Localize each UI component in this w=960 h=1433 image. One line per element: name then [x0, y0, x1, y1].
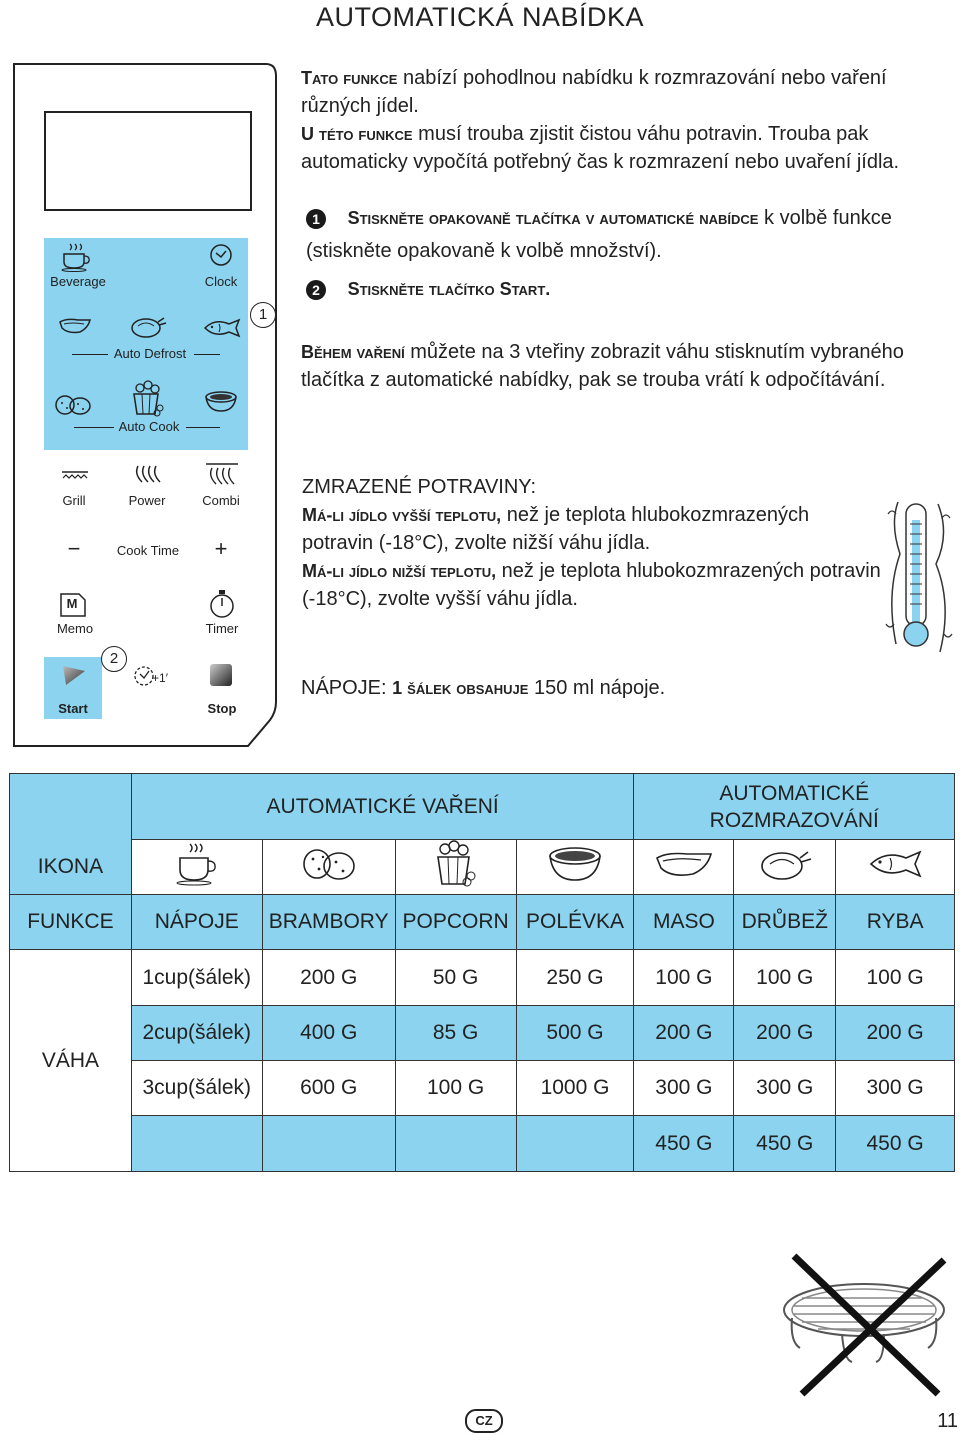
weight-cell: 85 G [395, 1006, 516, 1061]
start-triangle-icon [60, 663, 88, 687]
auto-defrost-label: Auto Defrost [113, 346, 187, 361]
fish-icon[interactable] [203, 318, 241, 338]
weight-cell: 100 G [634, 950, 734, 1006]
weight-cell: 200 G [634, 1006, 734, 1061]
minus-button[interactable]: − [67, 536, 81, 561]
callout-1: 1 [250, 302, 276, 328]
weight-cell: 450 G [634, 1116, 734, 1172]
drinks-text: NÁPOJE: 1 šálek obsahuje 150 ml nápoje. [301, 677, 666, 699]
function-cell: BRAMBORY [262, 895, 395, 950]
weight-cell: 100 G [734, 950, 836, 1006]
table-soup-bowl-icon [516, 840, 634, 895]
start-label: Start [58, 701, 88, 716]
group-auto-defrost: AUTOMATICKÉ ROZMRAZOVÁNÍ [634, 774, 955, 840]
weight-cell [131, 1116, 262, 1172]
row-label-icon: IKONA [10, 840, 132, 895]
auto-menu-table [9, 773, 955, 1172]
intro-text: Tato funkce nabízí pohodlnou nabídku k rozmrazování nebo vaření různých jídel. U této funkce musí trouba zjistit čistou váhu potravin. Trouba pak automaticky vypočítá potřebný čas k rozmrazení nebo uvaření jídla. [301, 67, 900, 173]
function-cell: POLÉVKA [516, 895, 634, 950]
page-number: 11 [937, 1410, 958, 1432]
meat-icon[interactable] [58, 316, 92, 336]
step-2: 2 Stiskněte tlačítko Start. [306, 275, 956, 303]
weight-cell: 300 G [734, 1061, 836, 1116]
memo-label: Memo [56, 621, 94, 636]
function-cell: RYBA [836, 895, 955, 950]
memo-letter: M [66, 596, 78, 611]
plus-one-label: +1′ [152, 671, 168, 685]
callout-2: 2 [101, 646, 127, 672]
clock-label: Clock [204, 274, 238, 289]
weight-cell: 1cup(šálek) [131, 950, 262, 1006]
weight-cell: 1000 G [516, 1061, 634, 1116]
table-potatoes-icon [262, 840, 395, 895]
weight-cell [262, 1116, 395, 1172]
soup-bowl-icon[interactable] [204, 389, 238, 415]
function-cell: DRŮBEŽ [734, 895, 836, 950]
auto-cook-divider-left [74, 427, 114, 428]
weight-cell: 450 G [836, 1116, 955, 1172]
poultry-icon[interactable] [128, 312, 168, 340]
weight-cell [516, 1116, 634, 1172]
weight-cell: 200 G [734, 1006, 836, 1061]
page-title: AUTOMATICKÁ NABÍDKA [315, 2, 645, 32]
grill-label: Grill [62, 493, 86, 508]
weight-cell: 2cup(šálek) [131, 1006, 262, 1061]
function-cell: POPCORN [395, 895, 516, 950]
stop-label: Stop [207, 701, 237, 716]
popcorn-icon[interactable] [130, 380, 166, 418]
weight-cell: 300 G [634, 1061, 734, 1116]
auto-defrost-divider-right [194, 354, 220, 355]
table-fish-icon [836, 840, 955, 895]
timer-icon[interactable] [208, 588, 236, 620]
weight-cell: 500 G [516, 1006, 634, 1061]
during-cooking-text: Během vaření můžete na 3 vteřiny zobrazit váhu stisknutím vybraného tlačítka z automatické nabídky, pak se trouba vrátí k odpočítávání. [301, 341, 904, 391]
table-poultry-icon [734, 840, 836, 895]
weight-cell: 3cup(šálek) [131, 1061, 262, 1116]
beverage-cup-icon[interactable] [60, 242, 92, 272]
combi-icon[interactable] [204, 460, 240, 488]
thermometer-icon [880, 494, 956, 660]
group-auto-cook: AUTOMATICKÉ VAŘENÍ [131, 774, 634, 840]
power-label: Power [128, 493, 166, 508]
weight-cell: 100 G [836, 950, 955, 1006]
plus-button[interactable]: + [214, 536, 228, 561]
function-cell: MASO [634, 895, 734, 950]
weight-cell: 200 G [836, 1006, 955, 1061]
grill-icon[interactable] [60, 468, 90, 484]
display-window [44, 111, 252, 211]
beverage-label: Beverage [50, 274, 106, 289]
timer-label: Timer [205, 621, 239, 636]
weight-cell [395, 1116, 516, 1172]
row-label-weight: VÁHA [10, 950, 132, 1172]
power-icon[interactable] [130, 462, 164, 486]
frozen-food-text: ZMRAZENÉ POTRAVINY: Má-li jídlo vyšší teplotu, než je teplota hlubokozmrazených potravin (-18°C), zvolte nižší váhu jídla. Má-li jídlo nižší teplotu, než je teplota hlubokozmrazených potravin (-18°C), zvolte vyšší váhu jídla. [302, 476, 881, 610]
row-label-function: FUNKCE [10, 895, 132, 950]
step-1: 1 Stiskněte opakovaně tlačítka v automatické nabídce k volbě funkce (stiskněte opakovaně k volbě množství). [306, 207, 892, 262]
auto-defrost-divider-left [72, 354, 108, 355]
weight-cell: 450 G [734, 1116, 836, 1172]
stop-square-icon[interactable] [208, 662, 234, 688]
weight-cell: 400 G [262, 1006, 395, 1061]
weight-cell: 250 G [516, 950, 634, 1006]
weight-cell: 300 G [836, 1061, 955, 1116]
cook-time-label: Cook Time [116, 543, 180, 558]
table-meat-icon [634, 840, 734, 895]
auto-cook-label: Auto Cook [118, 419, 180, 434]
table-corner-cell [10, 774, 132, 840]
crossed-out-rack-icon [772, 1252, 958, 1400]
weight-cell: 600 G [262, 1061, 395, 1116]
function-cell: NÁPOJE [131, 895, 262, 950]
auto-cook-divider-right [186, 427, 220, 428]
weight-cell: 100 G [395, 1061, 516, 1116]
combi-label: Combi [202, 493, 240, 508]
weight-cell: 50 G [395, 950, 516, 1006]
table-popcorn-icon [395, 840, 516, 895]
language-badge: CZ [465, 1409, 503, 1433]
clock-icon[interactable] [209, 243, 233, 267]
table-cup-icon [131, 840, 262, 895]
weight-cell: 200 G [262, 950, 395, 1006]
potatoes-icon[interactable] [54, 394, 92, 416]
